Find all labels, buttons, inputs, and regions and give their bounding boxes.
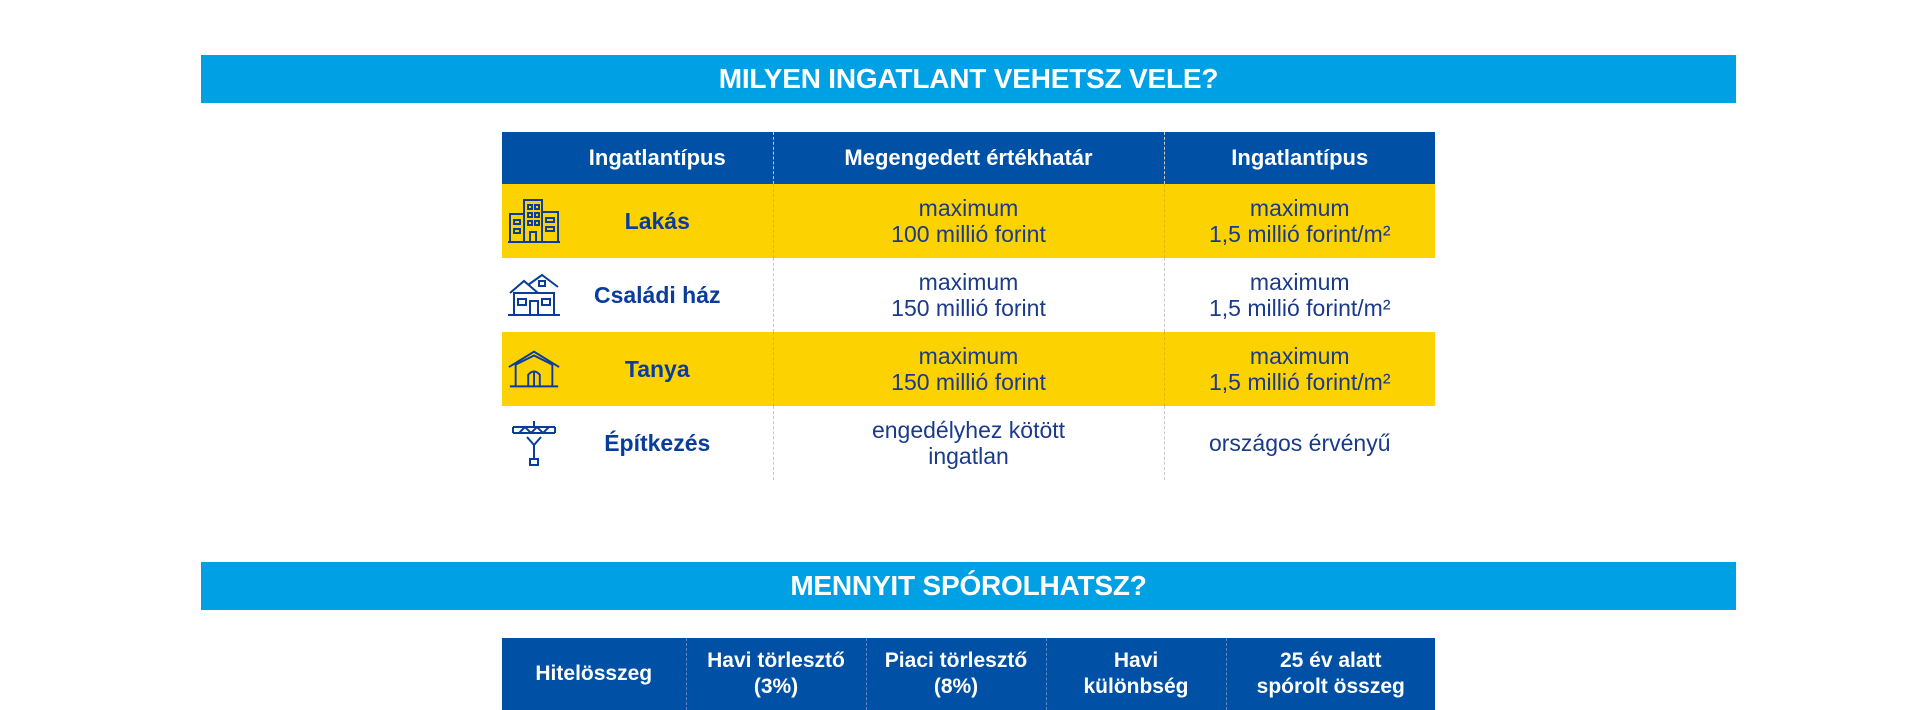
price-line1: maximum [1249,343,1350,369]
table-row [502,406,1435,480]
value-limit-cell [773,258,1164,332]
value-limit-line2: 150 millió forint [891,295,1046,321]
header-property-type: Ingatlantípus [502,132,773,184]
price-line2: 1,5 millió forint/m² [1209,369,1391,395]
savings-table [502,638,1435,710]
price-line1: maximum [1249,195,1350,221]
header-loan-amount-line1: Hitelösszeg [535,662,653,685]
family-house-icon [506,269,562,321]
value-limit-line2: 100 millió forint [891,221,1046,247]
value-limit-line2: ingatlan [928,443,1009,469]
price-line2: 1,5 millió forint/m² [1209,295,1391,321]
value-limit-cell [773,184,1164,258]
property-type-cell [502,184,773,258]
value-limit-cell [773,406,1164,480]
header-market-installment-8pct [866,638,1046,710]
price-line2: 1,5 millió forint/m² [1209,221,1391,247]
price-per-sqm-cell [1164,406,1435,480]
header-saved-over-25-years [1226,638,1435,710]
section-title-savings: MENNYIT SPÓROLHATSZ? [201,562,1736,610]
table-row [502,332,1435,406]
header-line1: Piaci törlesztő [884,649,1028,672]
property-type-label: Családi ház [593,282,721,308]
value-limit-line1: maximum [918,343,1019,369]
table-header-row [502,132,1435,184]
value-limit-line2: 150 millió forint [891,369,1046,395]
value-limit-line1: maximum [918,195,1019,221]
header-loan-amount [502,638,686,710]
price-per-sqm-cell [1164,184,1435,258]
table-row [502,184,1435,258]
savings-header-row [502,638,1435,710]
header-line2: (8%) [933,675,979,698]
property-type-label: Lakás [624,208,690,234]
farmhouse-icon [506,343,562,395]
property-type-cell [502,406,773,480]
value-limit-cell [773,332,1164,406]
header-monthly-difference [1046,638,1226,710]
header-allowed-value-limit: Megengedett értékhatár [773,132,1164,184]
header-monthly-installment-3pct [686,638,866,710]
property-type-label: Építkezés [604,430,711,456]
property-types-table [502,132,1435,480]
property-type-cell [502,258,773,332]
header-line1: Havi [1113,649,1159,672]
header-line1: Havi törlesztő [707,649,845,672]
value-limit-line1: maximum [918,269,1019,295]
value-limit-line1: engedélyhez kötött [871,417,1066,443]
apartment-building-icon [506,195,562,247]
price-per-sqm-cell [1164,258,1435,332]
property-type-label: Tanya [624,356,690,382]
header-line2: különbség [1083,675,1189,698]
property-type-cell [502,332,773,406]
construction-crane-icon [506,417,562,469]
table-row [502,258,1435,332]
header-line2: (3%) [753,675,799,698]
price-per-sqm-cell [1164,332,1435,406]
header-property-type-2: Ingatlantípus [1164,132,1435,184]
header-line1: 25 év alatt [1279,649,1382,672]
price-line1: országos érvényű [1208,430,1391,456]
section-title-property-types: MILYEN INGATLANT VEHETSZ VELE? [201,55,1736,103]
price-line1: maximum [1249,269,1350,295]
header-line2: spórolt összeg [1256,675,1405,698]
